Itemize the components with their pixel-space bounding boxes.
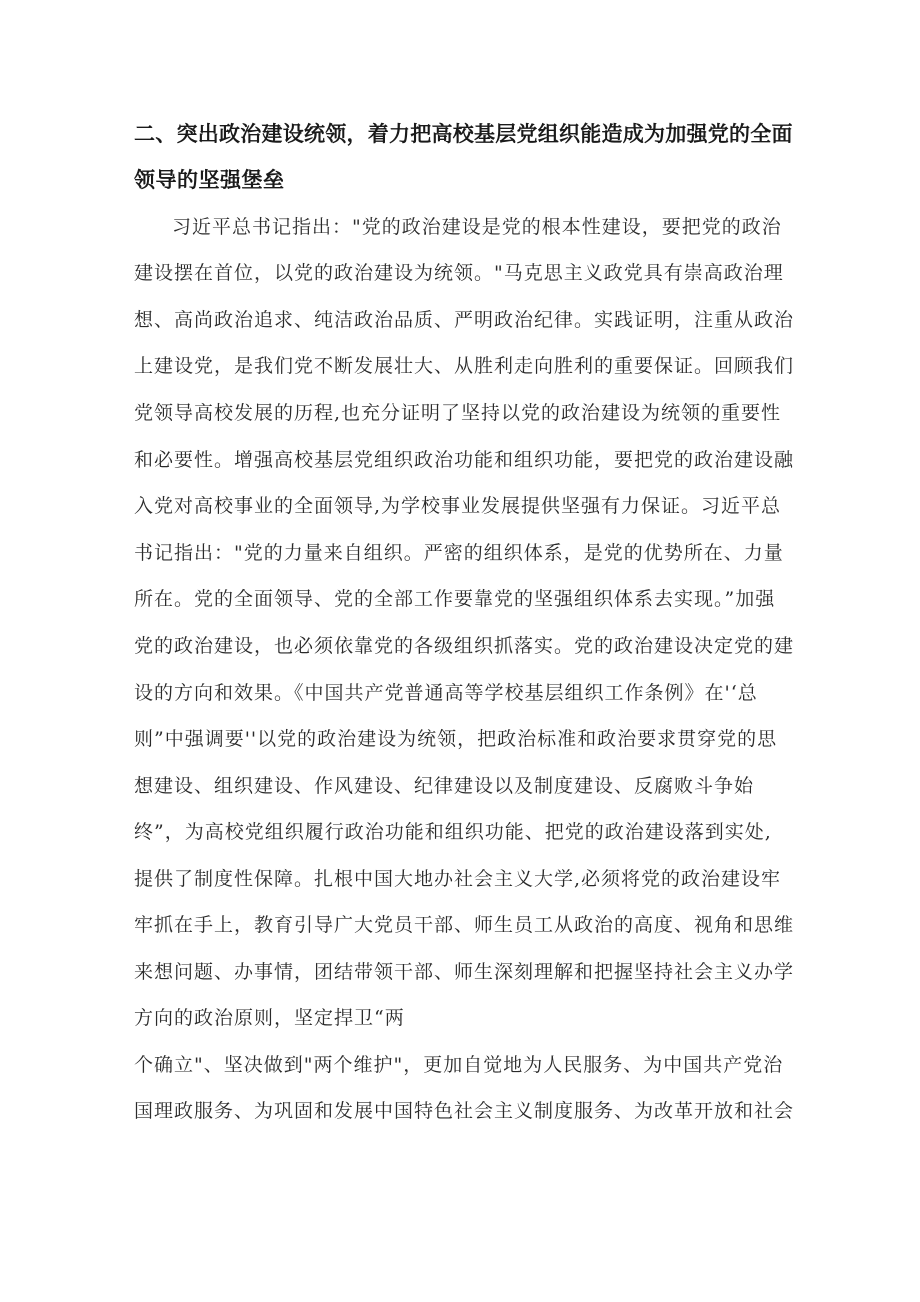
body-line-6: 和必要性。增强高校基层党组织政治功能和组织功能，要把党的政治建设融 [134, 449, 794, 471]
body-line-12: 则”中强调要''以党的政治建设为统领，把政治标准和政治要求贯穿党的思 [134, 728, 778, 750]
body-line-17: 来想问题、办事情，团结带领干部、师生深刻理解和把握坚持社会主义办学 [134, 961, 794, 983]
body-line-15: 提供了制度性保障。扎根中国大地办社会主义大学,必须将党的政治建设牢 [134, 868, 782, 890]
body-line-20: 国理政服务、为巩固和发展中国特色社会主义制度服务、为改革开放和社会 [134, 1100, 794, 1122]
body-line-13: 想建设、组织建设、作风建设、纪律建设以及制度建设、反腐败斗争始 [134, 775, 755, 797]
body-line-5: 党领导高校发展的历程,也充分证明了坚持以党的政治建设为统领的重要性 [134, 402, 782, 424]
body-line-16: 牢抓在手上，教育引导广大党员干部、师生员工从政治的高度、视角和思维 [134, 914, 794, 936]
body-line-19: 个确立"、坚决做到"两个维护"，更加自觉地为人民服务、为中国共产党治 [134, 1054, 784, 1076]
section-heading-line-2: 领导的坚强堡垒 [134, 167, 285, 192]
body-line-10: 党的政治建设，也必须依靠党的各级组织抓落实。党的政治建设决定党的建 [134, 635, 794, 657]
body-line-14: 终”，为高校党组织履行政治功能和组织功能、把党的政治建设落到实处, [134, 821, 772, 843]
body-line-8: 书记指出："党的力量来自组织。严密的组织体系，是党的优势所在、力量 [134, 542, 784, 564]
body-line-7: 入党对高校事业的全面领导,为学校事业发展提供坚强有力保证。习近平总 [134, 495, 782, 517]
body-line-1: 习近平总书记指出："党的政治建设是党的根本性建设，要把党的政治 [172, 216, 782, 238]
body-line-2: 建设摆在首位，以党的政治建设为统领。"马克思主义政党具有崇高政治理 [134, 262, 784, 284]
body-line-4: 上建设党，是我们党不断发展壮大、从胜利走向胜利的重要保证。回顾我们 [134, 355, 794, 377]
body-line-9: 所在。党的全面领导、党的全部工作要靠党的坚强组织体系去实现。”加强 [134, 588, 776, 610]
body-line-18: 方向的政治原则，坚定捍卫“两 [134, 1007, 405, 1029]
body-line-3: 想、高尚政治追求、纯洁政治品质、严明政治纪律。实践证明，注重从政治 [134, 309, 794, 331]
body-line-11: 设的方向和效果。《中国共产党普通高等学校基层组织工作条例》在'‘总 [134, 682, 758, 704]
section-heading-line-1: 二、突出政治建设统领，着力把高校基层党组织能造成为加强党的全面 [134, 121, 793, 146]
